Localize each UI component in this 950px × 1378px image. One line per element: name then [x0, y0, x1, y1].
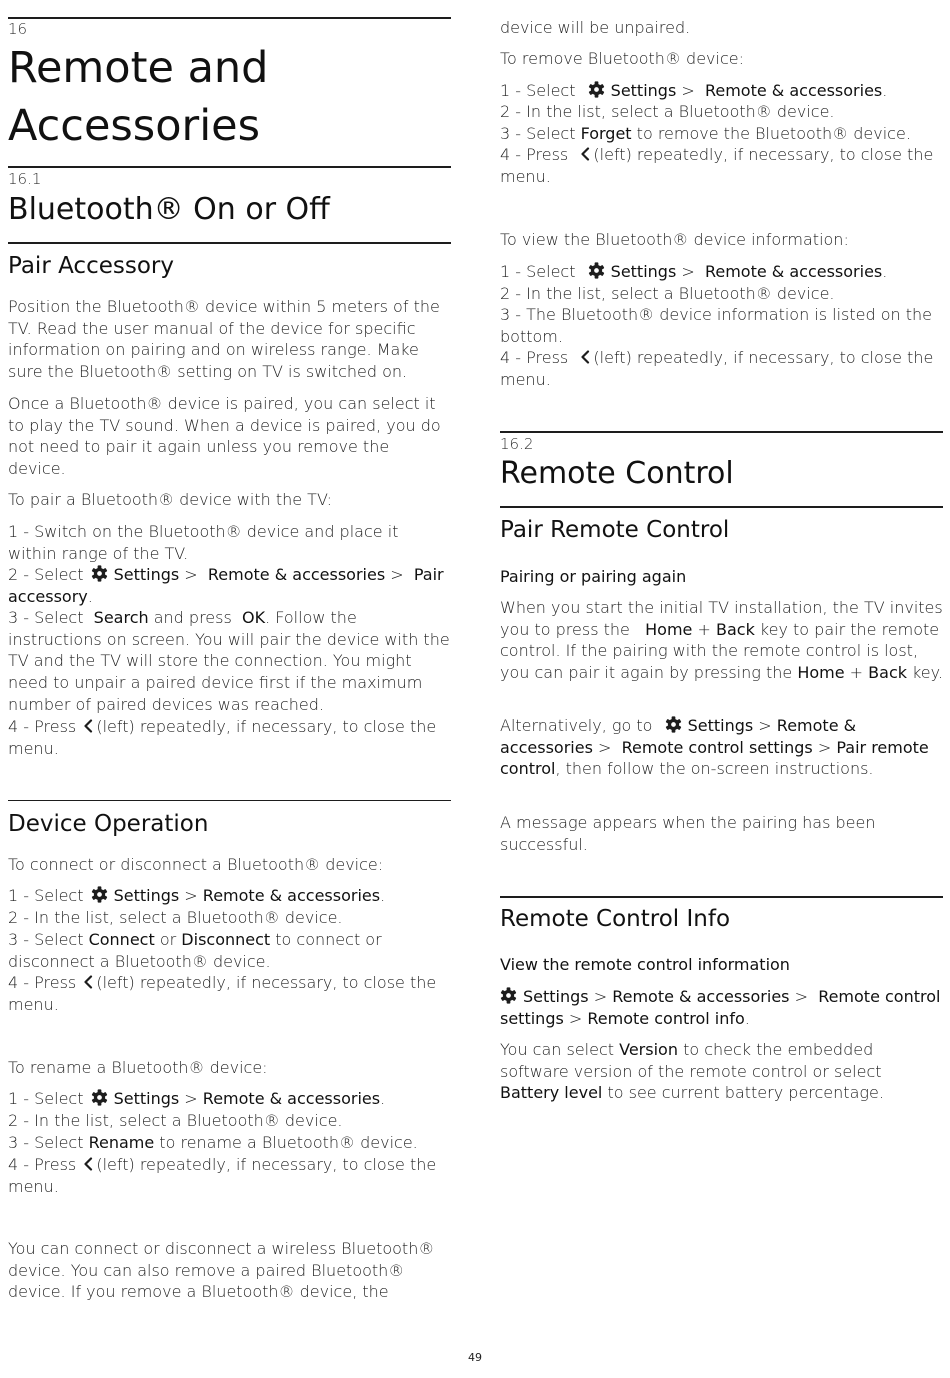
- gear-icon: [91, 886, 108, 903]
- step-item: 2 - In the list, select a Bluetooth® device.: [500, 284, 835, 303]
- paragraph: Position the Bluetooth® device within 5 meters of the TV. Read the user manual of the device for specific information on pairing and on wireless range. Make sure the Bluetooth® setting on TV is switched on.: [8, 297, 440, 382]
- section-rule: [8, 166, 451, 168]
- paragraph: You can connect or disconnect a wireless Bluetooth® device. You can also remove a paired Bluetooth® device. If you remove a Bluetooth® device, the: [8, 1239, 435, 1302]
- step-item: 2 - In the list, select a Bluetooth® device.: [500, 102, 835, 121]
- gear-icon: [91, 565, 108, 582]
- gear-icon: [588, 81, 605, 98]
- paragraph: To rename a Bluetooth® device:: [8, 1058, 268, 1077]
- section-rule: [500, 431, 943, 433]
- subsection-title-device-operation: Device Operation: [8, 811, 209, 837]
- step-item: 3 - Select Connect or Disconnect to connect or disconnect a Bluetooth® device.: [8, 930, 382, 971]
- chapter-title-line2: Accessories: [8, 101, 260, 151]
- step-item: 2 - In the list, select a Bluetooth® device.: [8, 1111, 343, 1130]
- subsection-rule: [500, 506, 943, 508]
- subsection-title-pair-remote: Pair Remote Control: [500, 517, 730, 543]
- step-item: 1 - Select Settings > Remote & accessories.: [8, 886, 386, 905]
- paragraph: device will be unpaired.: [500, 18, 691, 37]
- subsection-rule: [8, 800, 451, 801]
- gear-icon: [500, 987, 517, 1004]
- chevron-left-icon: [83, 719, 93, 733]
- paragraph: To remove Bluetooth® device:: [500, 49, 744, 68]
- subheading: View the remote control information: [500, 955, 790, 974]
- step-item: 4 - Press (left) repeatedly, if necessary, to close the menu.: [8, 1155, 437, 1196]
- paragraph: When you start the initial TV installation, the TV invites you to press the Home + Back key to pair the remote control. If the pairing with the remote control is lost, you can pair it again by pressing the Home + Back key.: [500, 598, 943, 683]
- step-item: 2 - Select Settings > Remote & accessories > Pair accessory.: [8, 565, 444, 606]
- section-title: Remote Control: [500, 456, 734, 491]
- step-item: 3 - The Bluetooth® device information is listed on the bottom.: [500, 305, 933, 346]
- step-item: 3 - Select Rename to rename a Bluetooth® device.: [8, 1133, 418, 1152]
- step-item: 4 - Press (left) repeatedly, if necessary, to close the menu.: [500, 348, 934, 389]
- paragraph: Once a Bluetooth® device is paired, you can select it to play the TV sound. When a device is paired, you do not need to pair it again unless you remove the device.: [8, 394, 441, 479]
- page-number: 49: [468, 1351, 482, 1364]
- step-item: 1 - Switch on the Bluetooth® device and place it within range of the TV.: [8, 522, 399, 563]
- chevron-left-icon: [580, 350, 590, 364]
- chapter-title-line1: Remote and: [8, 43, 269, 93]
- section-number: 16.2: [500, 435, 534, 453]
- subheading: Pairing or pairing again: [500, 567, 687, 586]
- step-item: 4 - Press (left) repeatedly, if necessary, to close the menu.: [8, 717, 437, 758]
- section-title: Bluetooth® On or Off: [8, 192, 330, 227]
- paragraph: A message appears when the pairing has been successful.: [500, 813, 876, 854]
- paragraph: To connect or disconnect a Bluetooth® device:: [8, 855, 384, 874]
- subsection-rule: [500, 896, 943, 898]
- chevron-left-icon: [83, 1157, 93, 1171]
- paragraph: Settings > Remote & accessories > Remote control settings > Remote control info.: [500, 987, 941, 1028]
- gear-icon: [588, 262, 605, 279]
- paragraph: To pair a Bluetooth® device with the TV:: [8, 490, 332, 509]
- paragraph: You can select Version to check the embedded software version of the remote control or select Battery level to see current battery percentage.: [500, 1040, 884, 1103]
- step-item: 3 - Select Forget to remove the Bluetooth® device.: [500, 124, 911, 143]
- step-item: 3 - Select Search and press OK. Follow the instructions on screen. You will pair the device with the TV and the TV will store the connection. You might need to unpair a paired device first if the maximum number of paired devices was reached.: [8, 608, 450, 714]
- chapter-number: 16: [8, 20, 28, 38]
- gear-icon: [91, 1089, 108, 1106]
- gear-icon: [665, 716, 682, 733]
- step-item: 1 - Select Settings > Remote & accessories.: [500, 262, 888, 281]
- paragraph: To view the Bluetooth® device information:: [500, 230, 849, 249]
- chapter-rule: [8, 17, 451, 19]
- chevron-left-icon: [580, 147, 590, 161]
- step-item: 4 - Press (left) repeatedly, if necessary, to close the menu.: [8, 973, 437, 1014]
- step-item: 1 - Select Settings > Remote & accessories.: [8, 1089, 386, 1108]
- subsection-rule: [8, 242, 451, 244]
- step-item: 1 - Select Settings > Remote & accessories.: [500, 81, 888, 100]
- paragraph: Alternatively, go to Settings > Remote & accessories > Remote control settings > Pair remote control, then follow the on-screen instructions.: [500, 716, 929, 779]
- subsection-title-pair-accessory: Pair Accessory: [8, 253, 174, 279]
- step-item: 2 - In the list, select a Bluetooth® device.: [8, 908, 343, 927]
- chevron-left-icon: [83, 975, 93, 989]
- section-number: 16.1: [8, 170, 42, 188]
- subsection-title-remote-info: Remote Control Info: [500, 906, 731, 932]
- step-item: 4 - Press (left) repeatedly, if necessary, to close the menu.: [500, 145, 934, 186]
